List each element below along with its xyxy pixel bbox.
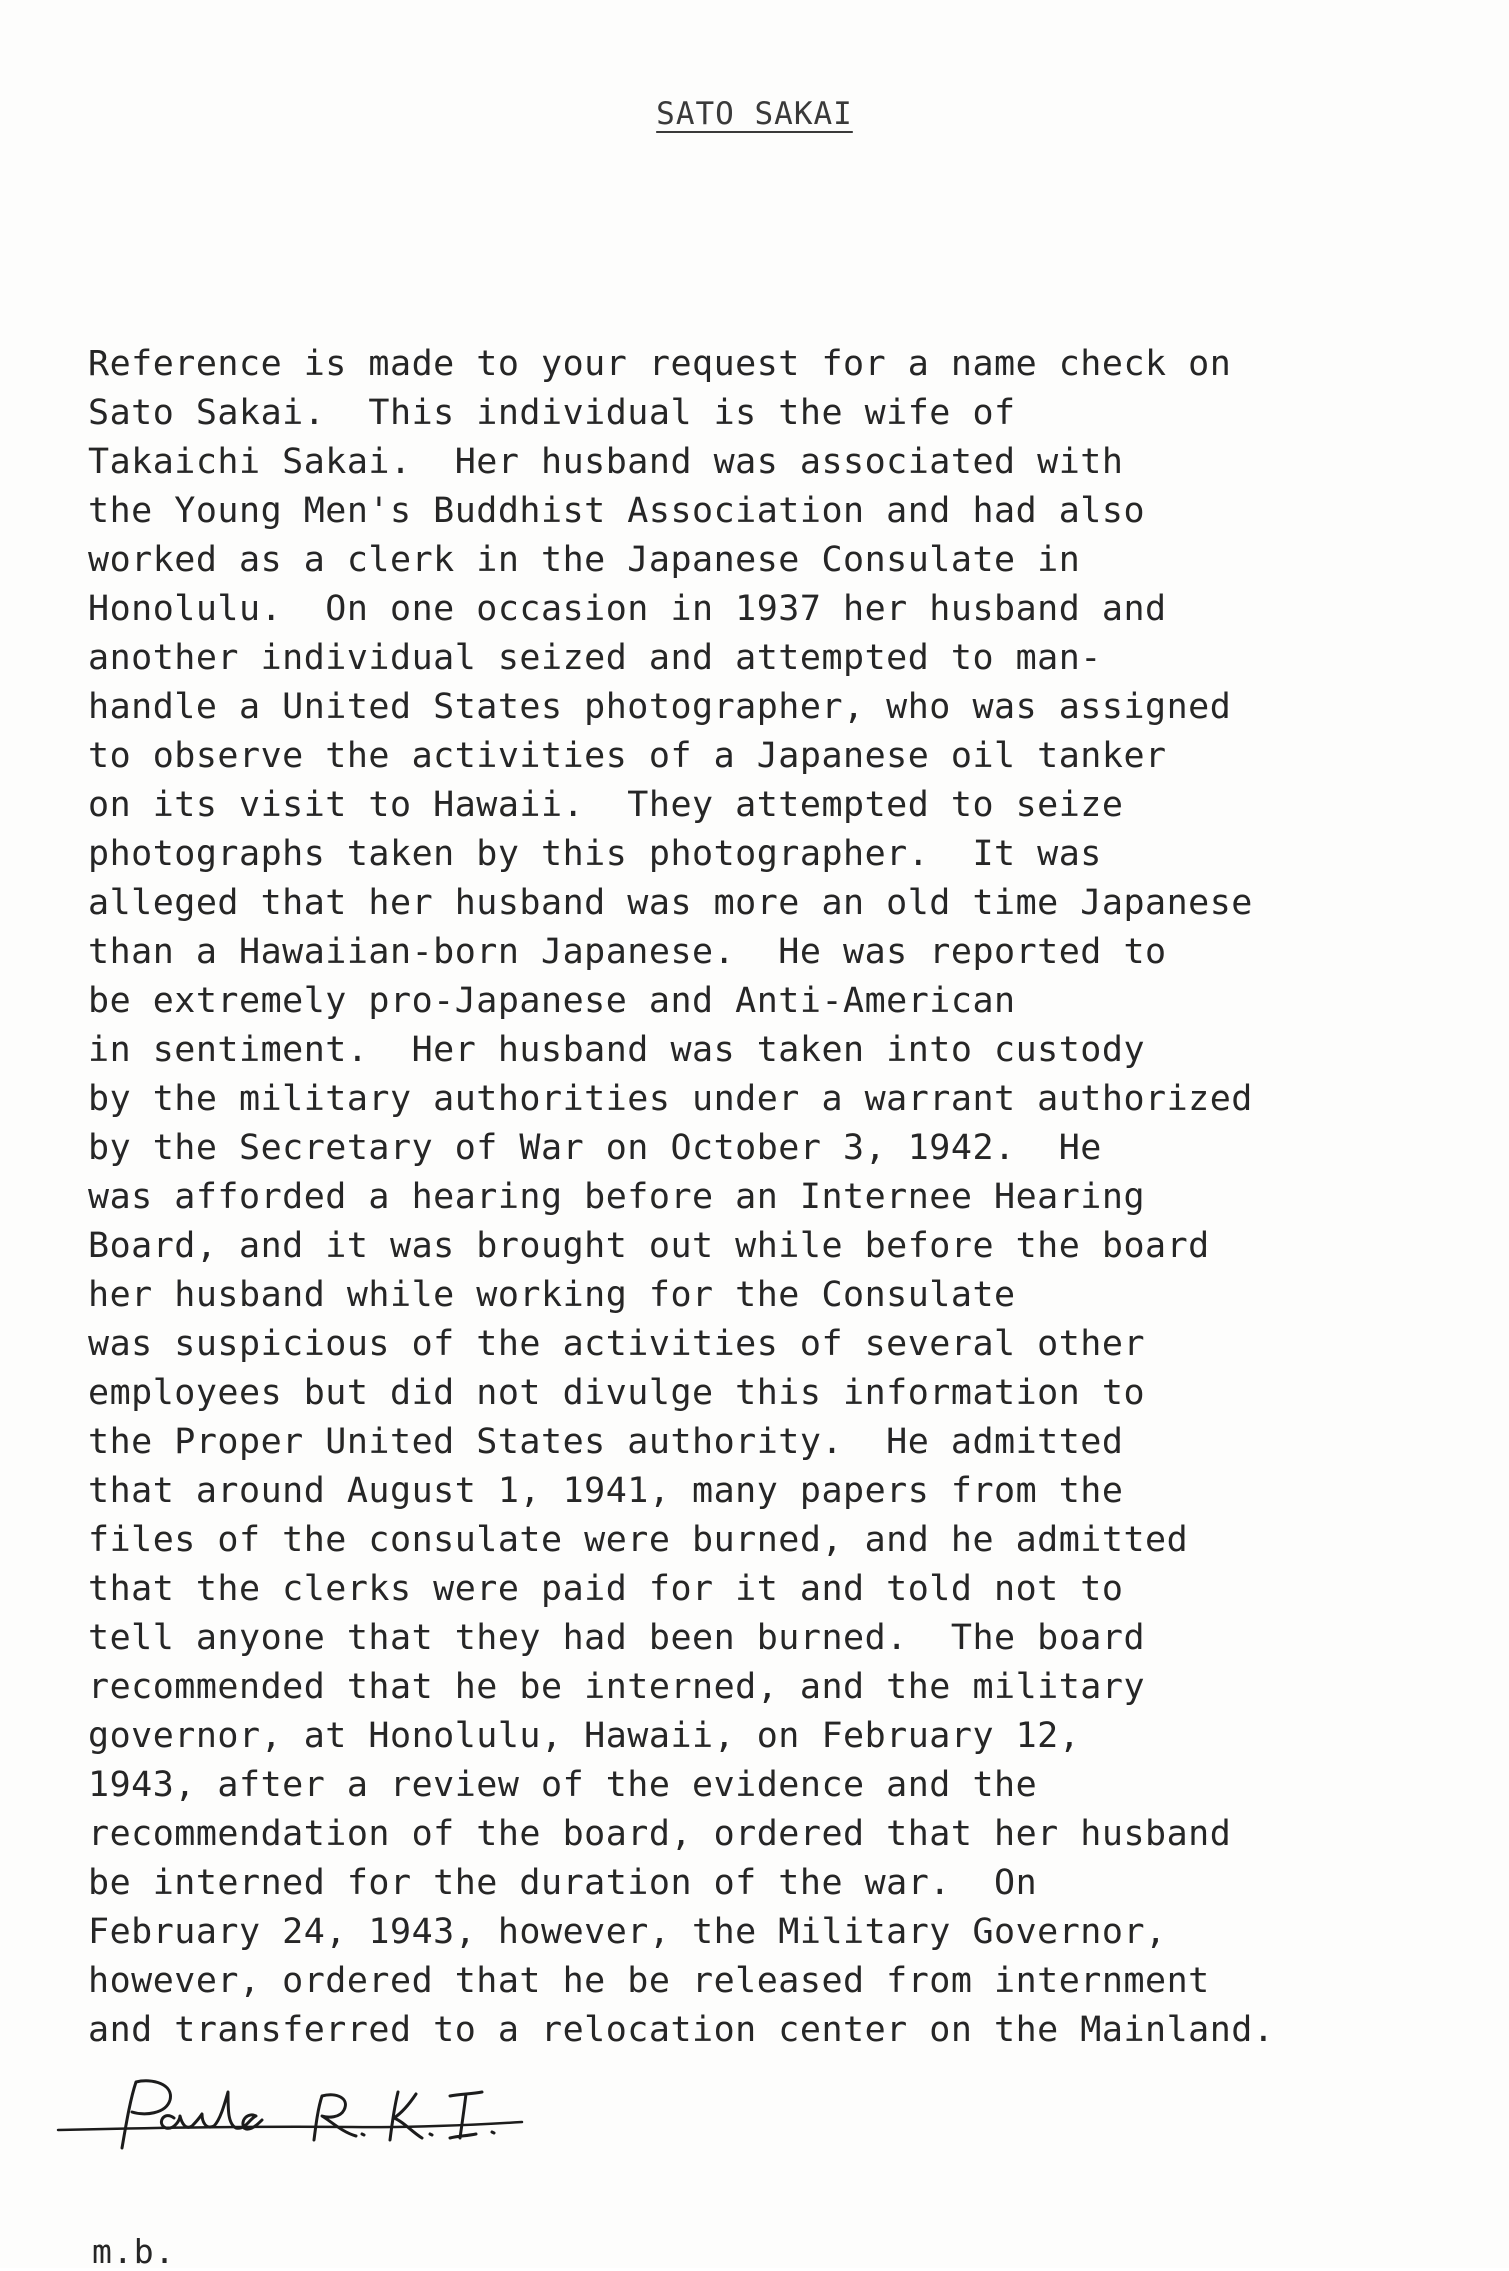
body-line: Honolulu. On one occasion in 1937 her husband and [88, 589, 1167, 629]
body-line: February 24, 1943, however, the Military Governor, [88, 1912, 1167, 1952]
body-line: recommendation of the board, ordered that her husband [88, 1814, 1232, 1854]
body-line: the Proper United States authority. He admitted [88, 1422, 1124, 1462]
body-line: be interned for the duration of the war. On [88, 1863, 1038, 1903]
body-line: that around August 1, 1941, many papers from the [88, 1471, 1124, 1511]
memo-body [88, 340, 1488, 2055]
body-line: was afforded a hearing before an Internee Hearing [88, 1177, 1146, 1217]
handwritten-signature [52, 2070, 532, 2160]
body-line: Takaichi Sakai. Her husband was associated with [88, 442, 1124, 482]
body-line: Sato Sakai. This individual is the wife of [88, 393, 1016, 433]
body-line: tell anyone that they had been burned. The board [88, 1618, 1146, 1658]
document-title-text: SATO SAKAI [656, 96, 853, 132]
body-line: by the military authorities under a warrant authorized [88, 1079, 1253, 1119]
body-line: however, ordered that he be released from internment [88, 1961, 1210, 2001]
body-line: was suspicious of the activities of several other [88, 1324, 1146, 1364]
document-title [0, 96, 1509, 132]
body-line: on its visit to Hawaii. They attempted to seize [88, 785, 1124, 825]
body-line: in sentiment. Her husband was taken into custody [88, 1030, 1146, 1070]
body-line: that the clerks were paid for it and told not to [88, 1569, 1124, 1609]
body-line: be extremely pro-Japanese and Anti-American [88, 981, 1016, 1021]
body-line: another individual seized and attempted to man- [88, 638, 1102, 678]
body-line: governor, at Honolulu, Hawaii, on February 12, [88, 1716, 1081, 1756]
body-line: recommended that he be interned, and the military [88, 1667, 1146, 1707]
typist-initials: m.b. [92, 2232, 176, 2271]
body-line: her husband while working for the Consulate [88, 1275, 1016, 1315]
body-line: by the Secretary of War on October 3, 1942. He [88, 1128, 1102, 1168]
body-line: Board, and it was brought out while before the board [88, 1226, 1210, 1266]
body-line: Reference is made to your request for a name check on [88, 344, 1232, 384]
body-line: photographs taken by this photographer. It was [88, 834, 1102, 874]
body-line: alleged that her husband was more an old time Japanese [88, 883, 1253, 923]
body-line: employees but did not divulge this information to [88, 1373, 1146, 1413]
body-line: 1943, after a review of the evidence and the [88, 1765, 1038, 1805]
body-line: and transferred to a relocation center on the Mainland. [88, 2010, 1275, 2050]
body-line: to observe the activities of a Japanese oil tanker [88, 736, 1167, 776]
body-line: than a Hawaiian-born Japanese. He was reported to [88, 932, 1167, 972]
body-line: worked as a clerk in the Japanese Consulate in [88, 540, 1081, 580]
body-line: the Young Men's Buddhist Association and had also [88, 491, 1146, 531]
body-line: files of the consulate were burned, and he admitted [88, 1520, 1189, 1560]
body-line: handle a United States photographer, who was assigned [88, 687, 1232, 727]
